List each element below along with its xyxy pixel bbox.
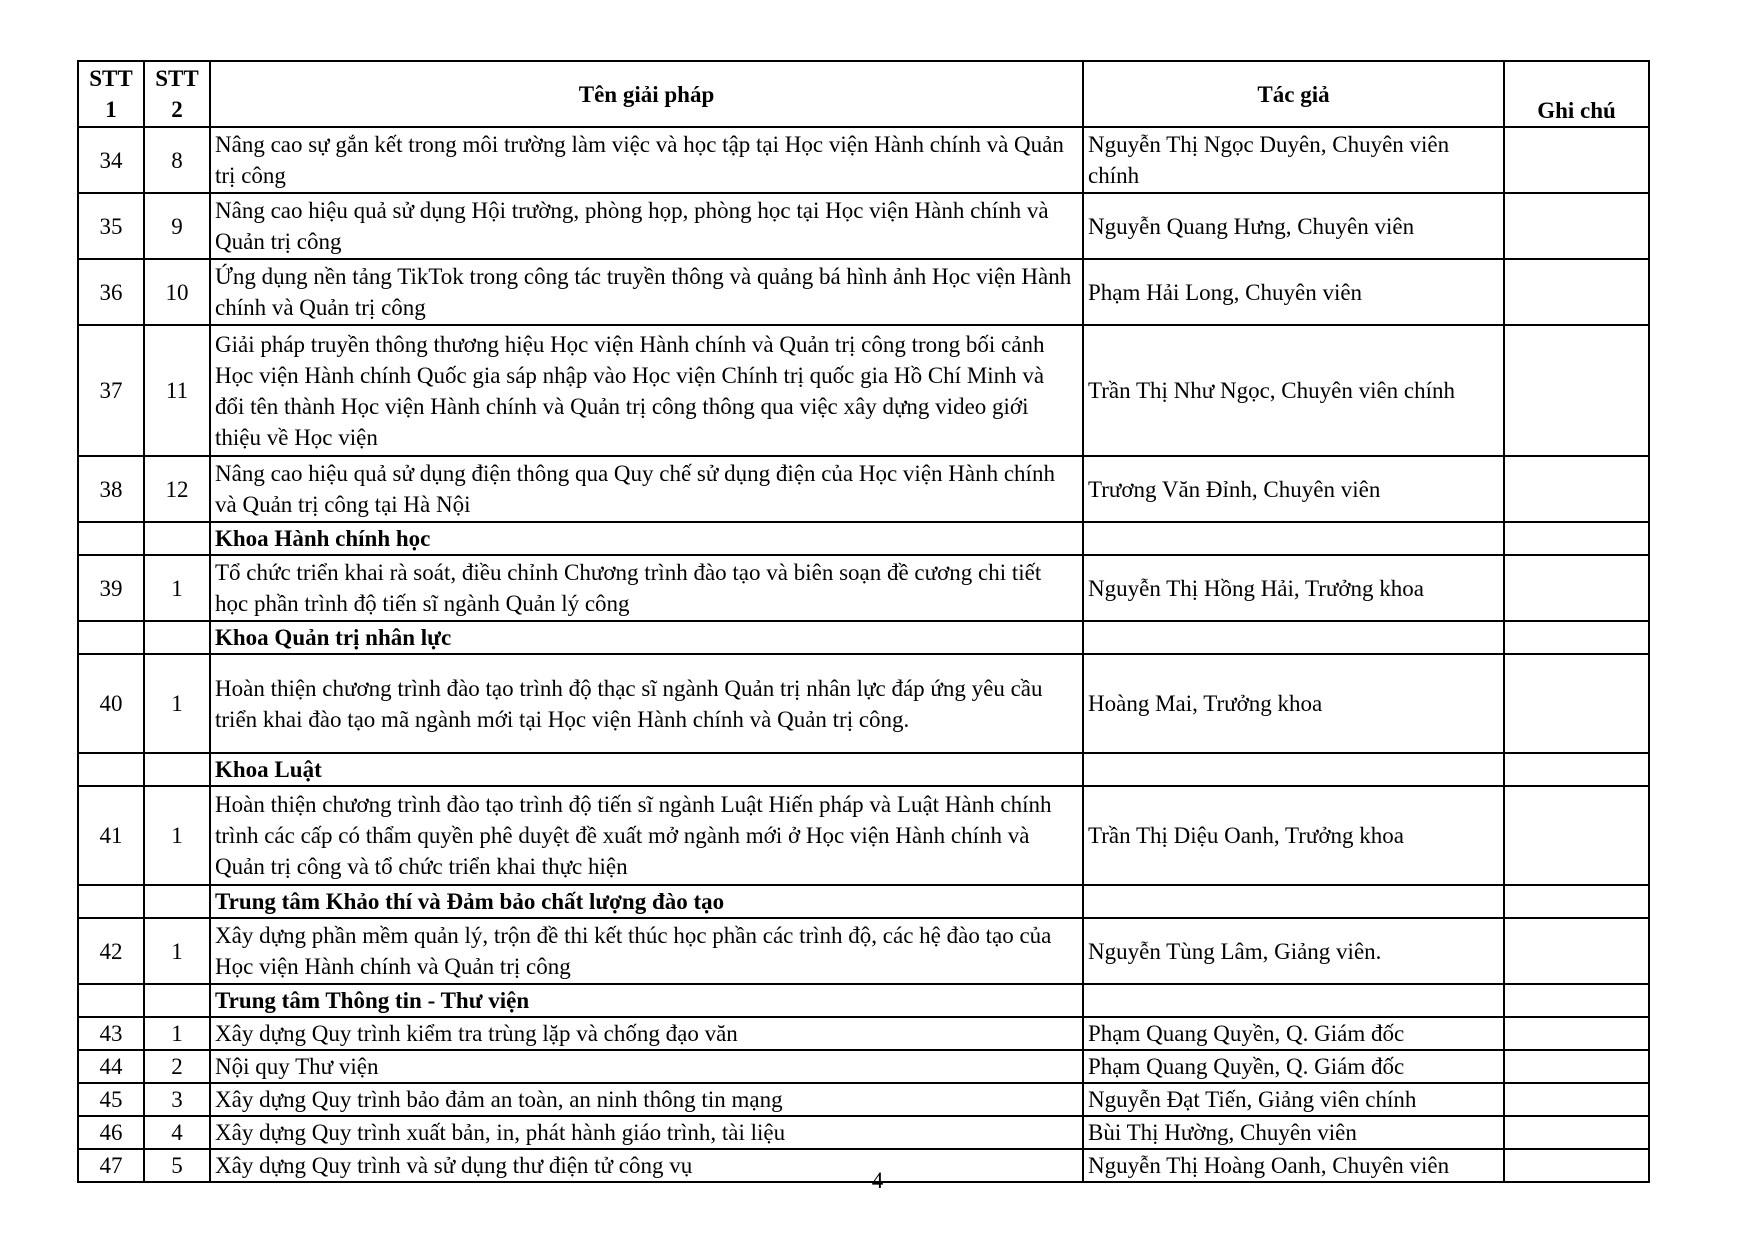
cell-ghi-chu	[1504, 786, 1649, 885]
table-row	[78, 193, 1649, 259]
cell-stt2: 5	[144, 1149, 210, 1182]
section-title: Khoa Luật	[210, 753, 1083, 786]
table-row	[78, 1083, 1649, 1116]
cell-stt1: 34	[78, 127, 144, 193]
header-tac-gia: Tác giả	[1083, 61, 1504, 127]
cell-ghi-chu	[1504, 918, 1649, 984]
cell-stt2: 1	[144, 555, 210, 621]
cell-ten-giai-phap: Nâng cao hiệu quả sử dụng Hội trường, phòng họp, phòng học tại Học viện Hành chính và Quản trị công	[210, 193, 1083, 259]
cell-stt1	[78, 522, 144, 555]
cell-stt2: 3	[144, 1083, 210, 1116]
cell-ghi-chu	[1504, 1116, 1649, 1149]
cell-stt1	[78, 621, 144, 654]
cell-stt2	[144, 753, 210, 786]
cell-stt2: 12	[144, 456, 210, 522]
table-row	[78, 918, 1649, 984]
cell-ghi-chu	[1504, 885, 1649, 918]
cell-ghi-chu	[1504, 555, 1649, 621]
cell-stt2: 11	[144, 325, 210, 456]
cell-stt1: 39	[78, 555, 144, 621]
table-row	[78, 654, 1649, 753]
cell-stt1: 41	[78, 786, 144, 885]
section-title: Trung tâm Thông tin - Thư viện	[210, 984, 1083, 1017]
cell-ghi-chu	[1504, 259, 1649, 325]
cell-stt1: 47	[78, 1149, 144, 1182]
cell-stt2: 1	[144, 654, 210, 753]
cell-stt1: 45	[78, 1083, 144, 1116]
cell-stt2	[144, 885, 210, 918]
cell-stt2: 4	[144, 1116, 210, 1149]
cell-stt1: 42	[78, 918, 144, 984]
cell-ten-giai-phap: Giải pháp truyền thông thương hiệu Học viện Hành chính và Quản trị công trong bối cảnh Học viện Hành chính Quốc gia sáp nhập vào Học viện Chính trị quốc gia Hồ Chí Minh và đổi tên thành Học viện Hành chính và Quản trị công thông qua việc xây dựng video giới thiệu về Học viện	[210, 325, 1083, 456]
table-row	[78, 1050, 1649, 1083]
header-stt2: STT 2	[144, 61, 210, 127]
section-row	[78, 621, 1649, 654]
cell-tac-gia: Trương Văn Đỉnh, Chuyên viên	[1083, 456, 1504, 522]
cell-ten-giai-phap: Xây dựng Quy trình xuất bản, in, phát hành giáo trình, tài liệu	[210, 1116, 1083, 1149]
cell-ghi-chu	[1504, 127, 1649, 193]
cell-tac-gia: Nguyễn Thị Hồng Hải, Trưởng khoa	[1083, 555, 1504, 621]
cell-ghi-chu	[1504, 753, 1649, 786]
cell-ten-giai-phap: Nâng cao sự gắn kết trong môi trường làm việc và học tập tại Học viện Hành chính và Quản trị công	[210, 127, 1083, 193]
cell-ten-giai-phap: Xây dựng Quy trình và sử dụng thư điện tử công vụ	[210, 1149, 1083, 1182]
cell-stt2: 1	[144, 786, 210, 885]
section-row	[78, 753, 1649, 786]
cell-tac-gia: Phạm Quang Quyền, Q. Giám đốc	[1083, 1017, 1504, 1050]
cell-stt2	[144, 621, 210, 654]
cell-ghi-chu	[1504, 1083, 1649, 1116]
table-row	[78, 456, 1649, 522]
cell-ten-giai-phap: Ứng dụng nền tảng TikTok trong công tác truyền thông và quảng bá hình ảnh Học viện Hành chính và Quản trị công	[210, 259, 1083, 325]
table-row	[78, 127, 1649, 193]
section-title: Trung tâm Khảo thí và Đảm bảo chất lượng đào tạo	[210, 885, 1083, 918]
cell-ten-giai-phap: Xây dựng phần mềm quản lý, trộn đề thi kết thúc học phần các trình độ, các hệ đào tạo của Học viện Hành chính và Quản trị công	[210, 918, 1083, 984]
cell-ghi-chu	[1504, 1050, 1649, 1083]
cell-tac-gia	[1083, 522, 1504, 555]
table-row	[78, 1116, 1649, 1149]
section-title: Khoa Hành chính học	[210, 522, 1083, 555]
cell-tac-gia: Trần Thị Như Ngọc, Chuyên viên chính	[1083, 325, 1504, 456]
cell-tac-gia: Phạm Hải Long, Chuyên viên	[1083, 259, 1504, 325]
page-number: 4	[871, 1168, 884, 1193]
section-title: Khoa Quản trị nhân lực	[210, 621, 1083, 654]
table-row	[78, 555, 1649, 621]
cell-tac-gia	[1083, 621, 1504, 654]
cell-stt2: 2	[144, 1050, 210, 1083]
solutions-table	[77, 60, 1650, 1183]
section-row	[78, 885, 1649, 918]
cell-stt1: 37	[78, 325, 144, 456]
cell-stt1: 36	[78, 259, 144, 325]
cell-tac-gia: Phạm Quang Quyền, Q. Giám đốc	[1083, 1050, 1504, 1083]
cell-tac-gia: Bùi Thị Hường, Chuyên viên	[1083, 1116, 1504, 1149]
cell-tac-gia: Hoàng Mai, Trưởng khoa	[1083, 654, 1504, 753]
cell-tac-gia	[1083, 753, 1504, 786]
cell-tac-gia: Trần Thị Diệu Oanh, Trưởng khoa	[1083, 786, 1504, 885]
cell-ghi-chu	[1504, 654, 1649, 753]
cell-stt1: 38	[78, 456, 144, 522]
cell-ten-giai-phap: Hoàn thiện chương trình đào tạo trình độ tiến sĩ ngành Luật Hiến pháp và Luật Hành chính trình các cấp có thẩm quyền phê duyệt đề xuất mở ngành mới ở Học viện Hành chính và Quản trị công và tổ chức triển khai thực hiện	[210, 786, 1083, 885]
header-row	[78, 61, 1649, 127]
cell-stt2	[144, 522, 210, 555]
cell-tac-gia: Nguyễn Đạt Tiến, Giảng viên chính	[1083, 1083, 1504, 1116]
cell-ten-giai-phap: Nội quy Thư viện	[210, 1050, 1083, 1083]
header-stt1: STT 1	[78, 61, 144, 127]
cell-ten-giai-phap: Nâng cao hiệu quả sử dụng điện thông qua Quy chế sử dụng điện của Học viện Hành chính và Quản trị công tại Hà Nội	[210, 456, 1083, 522]
cell-stt1: 40	[78, 654, 144, 753]
cell-stt2: 10	[144, 259, 210, 325]
cell-tac-gia: Nguyễn Thị Ngọc Duyên, Chuyên viên chính	[1083, 127, 1504, 193]
table-row	[78, 259, 1649, 325]
cell-tac-gia	[1083, 984, 1504, 1017]
cell-ten-giai-phap: Tổ chức triển khai rà soát, điều chỉnh Chương trình đào tạo và biên soạn đề cương chi tiết học phần trình độ tiến sĩ ngành Quản lý công	[210, 555, 1083, 621]
cell-ten-giai-phap: Xây dựng Quy trình kiểm tra trùng lặp và chống đạo văn	[210, 1017, 1083, 1050]
cell-stt1: 43	[78, 1017, 144, 1050]
cell-stt1: 44	[78, 1050, 144, 1083]
cell-stt1	[78, 984, 144, 1017]
cell-tac-gia: Nguyễn Quang Hưng, Chuyên viên	[1083, 193, 1504, 259]
cell-stt1	[78, 753, 144, 786]
cell-stt1	[78, 885, 144, 918]
table-row	[78, 1017, 1649, 1050]
cell-ten-giai-phap: Hoàn thiện chương trình đào tạo trình độ thạc sĩ ngành Quản trị nhân lực đáp ứng yêu cầu triển khai đào tạo mã ngành mới tại Học viện Hành chính và Quản trị công.	[210, 654, 1083, 753]
cell-tac-gia: Nguyễn Tùng Lâm, Giảng viên.	[1083, 918, 1504, 984]
cell-ghi-chu	[1504, 325, 1649, 456]
cell-ten-giai-phap: Xây dựng Quy trình bảo đảm an toàn, an ninh thông tin mạng	[210, 1083, 1083, 1116]
section-row	[78, 522, 1649, 555]
cell-stt2: 1	[144, 918, 210, 984]
cell-stt2: 1	[144, 1017, 210, 1050]
cell-ghi-chu	[1504, 522, 1649, 555]
cell-ghi-chu	[1504, 456, 1649, 522]
cell-ghi-chu	[1504, 984, 1649, 1017]
cell-stt1: 46	[78, 1116, 144, 1149]
cell-stt2: 8	[144, 127, 210, 193]
table-row	[78, 325, 1649, 456]
section-row	[78, 984, 1649, 1017]
cell-tac-gia	[1083, 885, 1504, 918]
cell-stt2	[144, 984, 210, 1017]
cell-stt1: 35	[78, 193, 144, 259]
cell-tac-gia: Nguyễn Thị Hoàng Oanh, Chuyên viên	[1083, 1149, 1504, 1182]
cell-ghi-chu	[1504, 193, 1649, 259]
cell-stt2: 9	[144, 193, 210, 259]
cell-ghi-chu	[1504, 621, 1649, 654]
header-ten-giai-phap: Tên giải pháp	[210, 61, 1083, 127]
table-row	[78, 786, 1649, 885]
cell-ghi-chu	[1504, 1017, 1649, 1050]
header-ghi-chu: Ghi chú	[1504, 61, 1649, 127]
